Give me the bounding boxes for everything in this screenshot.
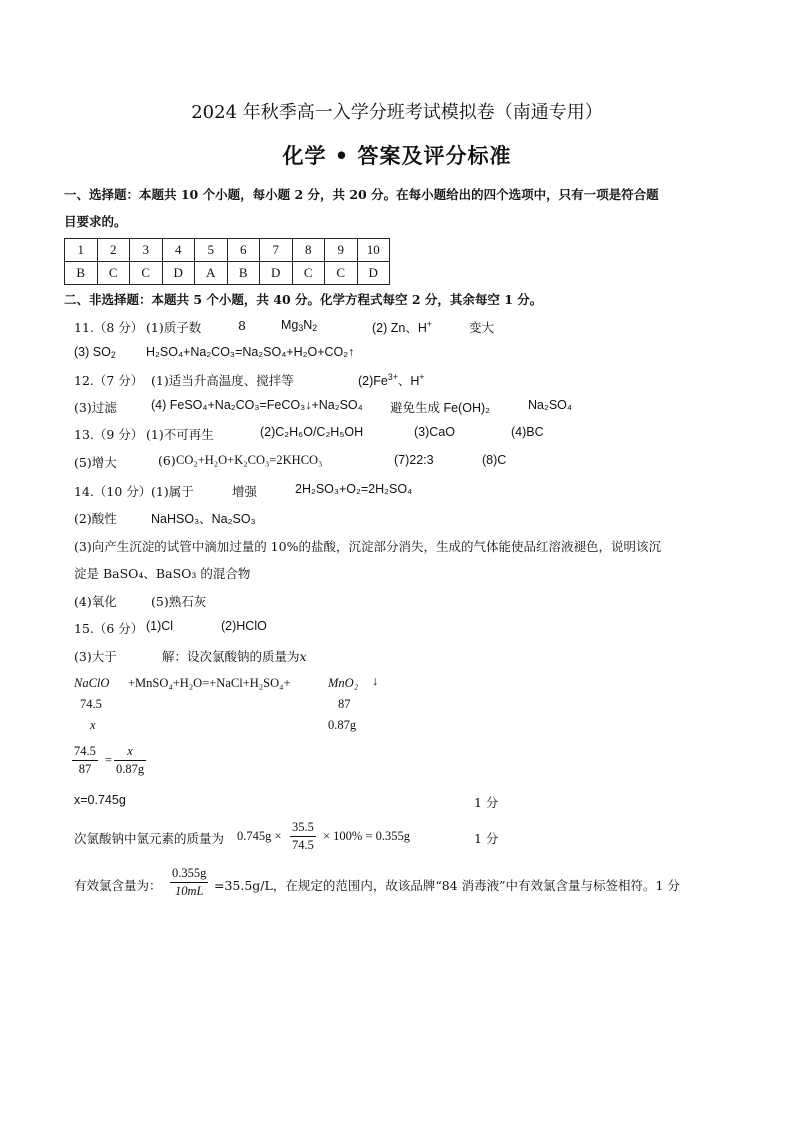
q14-answer-1: (1)属于 — [151, 484, 194, 499]
table-cell: 5 — [195, 239, 228, 262]
q11-answer-2: 8 — [238, 318, 246, 333]
effective-chlorine-conclusion: =35.5g/L，在规定的范围内，故该品牌“84 消毒液”中有效氯含量与标签相符。1 分 — [214, 878, 680, 893]
solution-text: 解：设次氯酸钠的质量为 — [162, 649, 300, 664]
subscript: 2 — [312, 323, 318, 333]
table-cell: 1 — [65, 239, 98, 262]
q12-answer-2 — [358, 371, 425, 389]
table-cell: 7 — [260, 239, 293, 262]
answer-table-number-row — [65, 239, 390, 262]
table-cell: D — [162, 262, 195, 285]
table-cell: D — [357, 262, 390, 285]
q14-answer-3: (2)酸性 — [74, 511, 117, 526]
fraction-denominator: 87 — [72, 760, 98, 777]
fraction-numerator: 74.5 — [74, 744, 96, 758]
q12-answer-3: (3)过滤 — [74, 400, 117, 415]
q11-answer-4 — [372, 318, 432, 336]
equals-sign: = — [105, 753, 113, 767]
score-1: 1 分 — [474, 795, 499, 810]
section1-instruction-line2: 目要求的。 — [64, 214, 127, 229]
fraction-numerator: x — [127, 744, 133, 758]
formula-text: (2)Fe — [358, 374, 388, 388]
superscript: + — [419, 372, 425, 382]
q11-answer-6 — [74, 345, 116, 359]
q12-label: 12.（7 分） — [74, 373, 144, 388]
q13-answer-1: (1)不可再生 — [146, 427, 214, 442]
answer-table-answer-row — [65, 262, 390, 285]
proportion-fraction-left — [72, 744, 98, 777]
page-subtitle: 化学 • 答案及评分标准 — [282, 143, 512, 168]
q14-equation: 2H₂SO₃+O₂=2H₂SO₄ — [295, 482, 413, 496]
q11-answer-3 — [281, 318, 317, 332]
subscript: 2 — [110, 350, 116, 360]
q15-solution-intro — [162, 647, 307, 665]
table-cell: B — [65, 262, 98, 285]
fraction-denominator: 74.5 — [292, 838, 314, 852]
reaction-equation: +MnSO₄+H₂O=+NaCl+H₂SO₄+ — [128, 676, 291, 690]
table-cell: C — [97, 262, 130, 285]
score-2: 1 分 — [474, 831, 499, 846]
precipitate-arrow: ↓ — [372, 674, 379, 688]
q13-answer-5: (5)增大 — [74, 455, 117, 470]
q14-answer-2: 增强 — [232, 484, 258, 499]
chlorine-mass-label: 次氯酸钠中氯元素的质量为 — [74, 831, 225, 846]
q13-answer-4: (4)BC — [511, 425, 544, 439]
section2-instruction: 二、非选择题：本题共 5 个小题，共 40 分。化学方程式每空 2 分，其余每空 1 分。 — [64, 292, 543, 307]
molar-mass-mno2: 87 — [338, 697, 351, 711]
superscript: + — [426, 319, 432, 329]
table-cell: 10 — [357, 239, 390, 262]
fraction-denominator: 10mL — [170, 882, 208, 899]
q12-answer-5: Na₂SO₄ — [528, 398, 572, 412]
formula-text: (3) SO — [74, 345, 111, 359]
q14-label: 14.（10 分） — [74, 484, 152, 499]
mass-mno2: 0.87g — [328, 718, 357, 732]
answer-table — [64, 238, 390, 285]
q11-equation: H₂SO₄+Na₂CO₃=Na₂SO₄+H₂O+CO₂↑ — [146, 345, 355, 359]
variable-x: x — [299, 649, 307, 664]
chlorine-fraction — [290, 820, 316, 853]
q14-answer-4: NaHSO₃、Na₂SO₃ — [151, 512, 256, 526]
q15-answer-2: (2)HClO — [221, 619, 267, 633]
q14-answer-5-line2: 淀是 BaSO₄、BaSO₃ 的混合物 — [74, 566, 251, 581]
formula-text: N — [303, 318, 313, 332]
table-cell: D — [260, 262, 293, 285]
molar-mass-naclo: 74.5 — [80, 697, 102, 711]
q11-answer-1: (1)质子数 — [146, 320, 202, 335]
table-cell: 2 — [97, 239, 130, 262]
superscript: 3+ — [387, 372, 398, 382]
q14-answer-5-line1: (3)向产生沉淀的试管中滴加过量的 10%的盐酸，沉淀部分消失，生成的气体能使品红溶液褪色，说明该沉 — [74, 539, 661, 554]
q14-answer-6: (4)氧化 — [74, 594, 117, 609]
page-title: 2024 年秋季高一入学分班考试模拟卷（南通专用） — [191, 102, 603, 123]
formula-text: 、H — [397, 374, 420, 388]
fraction-numerator: 0.355g — [172, 866, 207, 880]
reactant-naclo: NaClO — [74, 676, 110, 690]
product-mno2: MnO₂ — [328, 676, 359, 690]
fraction-denominator: 0.87g — [116, 762, 145, 776]
effective-chlorine-fraction — [170, 866, 208, 899]
effective-chlorine-label: 有效氯含量为： — [74, 878, 162, 893]
q13-equation: CO₂+H₂O+K₂CO₃=2KHCO₃ — [176, 453, 323, 467]
q12-equation: (4) FeSO₄+Na₂CO₃=FeCO₃↓+Na₂SO₄ — [151, 398, 363, 412]
q15-answer-1: (1)Cl — [146, 619, 174, 633]
table-cell: C — [292, 262, 325, 285]
table-cell: 3 — [130, 239, 163, 262]
q13-answer-3: (3)CaO — [414, 425, 455, 439]
section1-instruction-line1: 一、选择题：本题共 10 个小题，每小题 2 分，共 20 分。在每小题给出的四个选项中，只有一项是符合题 — [64, 187, 659, 202]
table-cell: 4 — [162, 239, 195, 262]
fraction-numerator: 35.5 — [292, 820, 314, 834]
q14-answer-7: (5)熟石灰 — [151, 594, 207, 609]
subscript: 3 — [298, 323, 304, 333]
q12-answer-4: 避免生成 Fe(OH)₂ — [390, 401, 490, 415]
q13-answer-8: (8)C — [482, 453, 507, 467]
q15-answer-3: (3)大于 — [74, 649, 117, 664]
table-cell: 9 — [325, 239, 358, 262]
q11-answer-5: 变大 — [469, 320, 495, 335]
q12-answer-1: (1)适当升高温度、搅拌等 — [151, 373, 294, 388]
result-x: x=0.745g — [74, 793, 126, 807]
q13-label: 13.（9 分） — [74, 427, 144, 442]
q11-label: 11.（8 分） — [74, 320, 144, 335]
table-cell: 6 — [227, 239, 260, 262]
q13-answer-7: (7)22:3 — [394, 453, 434, 467]
mass-naclo: x — [90, 718, 96, 732]
formula-text: Mg — [281, 318, 299, 332]
q13-answer-6-label: (6) — [158, 453, 176, 468]
proportion-fraction-right — [114, 744, 146, 777]
q15-label: 15.（6 分） — [74, 621, 144, 636]
chlorine-calc-pre: 0.745g × — [237, 829, 282, 843]
q13-answer-2: (2)C₂H₆O/C₂H₅OH — [260, 425, 364, 439]
table-cell: A — [195, 262, 228, 285]
formula-text: (2) Zn、H — [372, 321, 427, 335]
chlorine-calc-post: × 100% = 0.355g — [323, 829, 411, 843]
table-cell: 8 — [292, 239, 325, 262]
table-cell: C — [130, 262, 163, 285]
table-cell: C — [325, 262, 358, 285]
table-cell: B — [227, 262, 260, 285]
